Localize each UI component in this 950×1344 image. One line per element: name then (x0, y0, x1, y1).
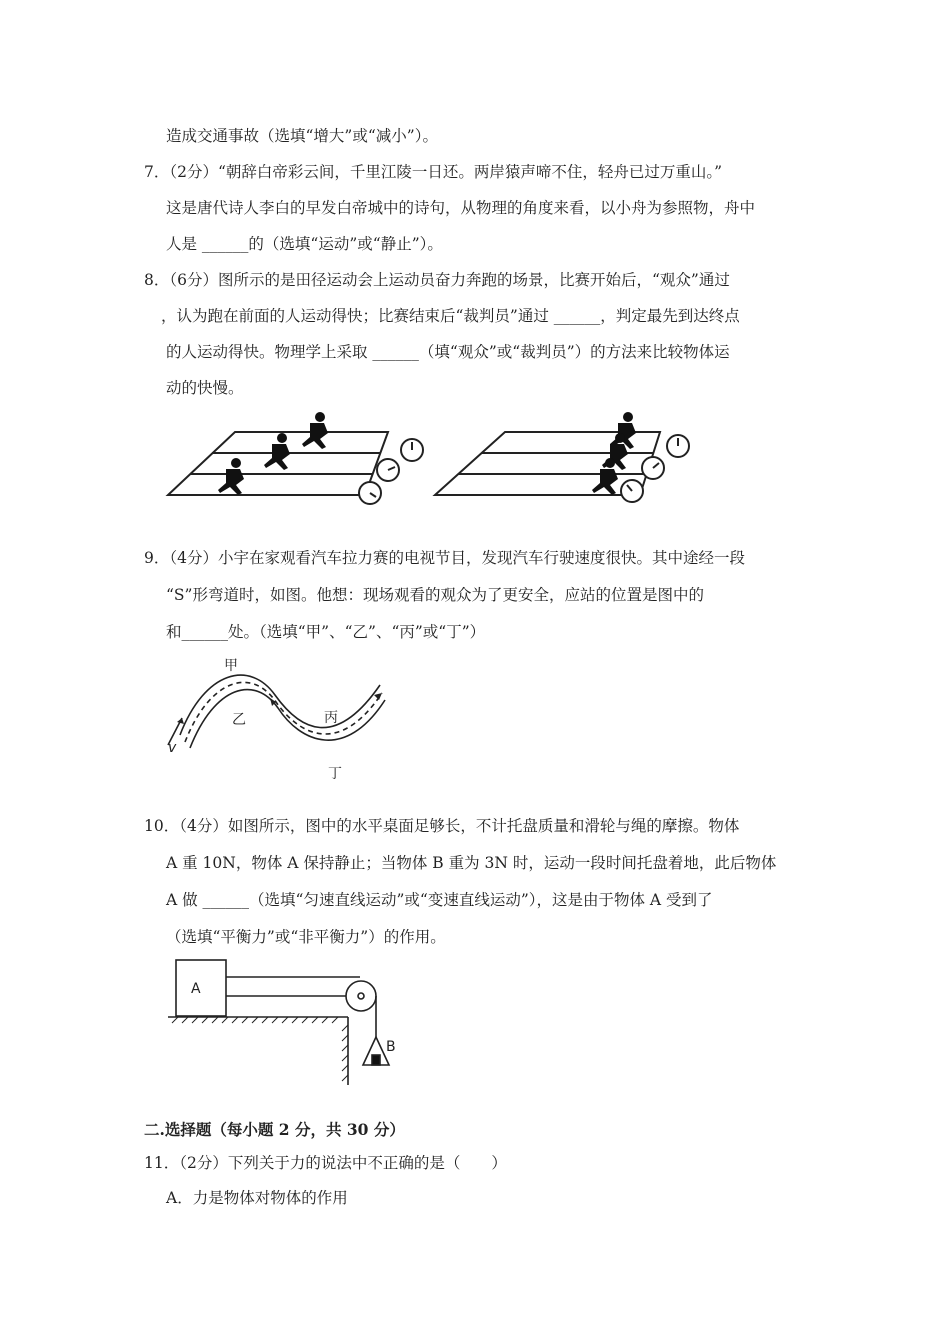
label-a: A (191, 981, 201, 997)
q9-line-3: 和______处。（选填“甲”、“乙”、“丙”或“丁”） (166, 623, 486, 641)
q11-line-1: 11．（2分）下列关于力的说法中不正确的是（ ） (144, 1154, 507, 1172)
label-v: v (168, 740, 177, 756)
stopwatch-icon (642, 457, 664, 479)
label-bing: 丙 (324, 710, 338, 726)
q10-line-2: A 重 10N，物体 A 保持静止；当物体 B 重为 3N 时，运动一段时间托盘着地，此后物体 (166, 854, 777, 872)
q9-s-curve-figure (160, 650, 400, 780)
q11-option-a: A．力是物体对物体的作用 (166, 1189, 348, 1207)
q8-line-1: 8．（6分）图所示的是田径运动会上运动员奋力奔跑的场景，比赛开始后，“观众”通过 (144, 271, 730, 289)
q10-line-3: A 做 ______（选填“匀速直线运动”或“变速直线运动”），这是由于物体 A 受到了 (166, 891, 713, 909)
q8-running-figure (160, 405, 720, 515)
label-b: B (386, 1039, 396, 1055)
runner-icon (610, 412, 636, 449)
stopwatch-icon (401, 439, 423, 461)
stopwatch-icon (621, 480, 643, 502)
q9-line-1: 9．（4分）小宇在家观看汽车拉力赛的电视节目，发现汽车行驶速度很快。其中途经一段 (144, 549, 745, 567)
label-ding: 丁 (328, 766, 342, 780)
q10-pulley-figure (160, 955, 420, 1090)
label-jia: 甲 (224, 658, 238, 674)
runner-icon (264, 433, 290, 470)
q7-line-2: 这是唐代诗人李白的早发白帝城中的诗句，从物理的角度来看，以小舟为参照物，舟中 (166, 199, 756, 217)
q8-line-2: ，认为跑在前面的人运动得快；比赛结束后“裁判员”通过 ______，判定最先到达终点 (161, 307, 740, 325)
stopwatch-icon (667, 435, 689, 457)
section-title: 二.选择题（每小题 2 分，共 30 分） (144, 1120, 405, 1139)
runner-icon (218, 458, 244, 495)
runner-icon (302, 412, 328, 449)
q10-line-1: 10．（4分）如图所示，图中的水平桌面足够长，不计托盘质量和滑轮与绳的摩擦。物体 (144, 817, 740, 835)
q9-line-2: “S”形弯道时，如图。他想：现场观看的观众为了更安全，应站的位置是图中的 (166, 586, 704, 604)
q8-line-4: 动的快慢。 (166, 379, 244, 397)
stopwatch-icon (377, 459, 399, 481)
q8-line-3: 的人运动得快。物理学上采取 ______（填“观众”或“裁判员”）的方法来比较物体运 (166, 343, 730, 361)
q10-line-4: （选填“平衡力”或“非平衡力”）的作用。 (166, 928, 446, 946)
stopwatch-icon (359, 482, 381, 504)
label-yi: 乙 (232, 712, 246, 728)
q7-line-1: 7．（2分）“朝辞白帝彩云间，千里江陵一日还。两岸猿声啼不住，轻舟已过万重山。” (144, 163, 723, 181)
q7-line-3: 人是 ______的（选填“运动”或“静止”）。 (166, 235, 443, 253)
q6-line-1: 造成交通事故（选填“增大”或“减小”）。 (166, 127, 438, 145)
